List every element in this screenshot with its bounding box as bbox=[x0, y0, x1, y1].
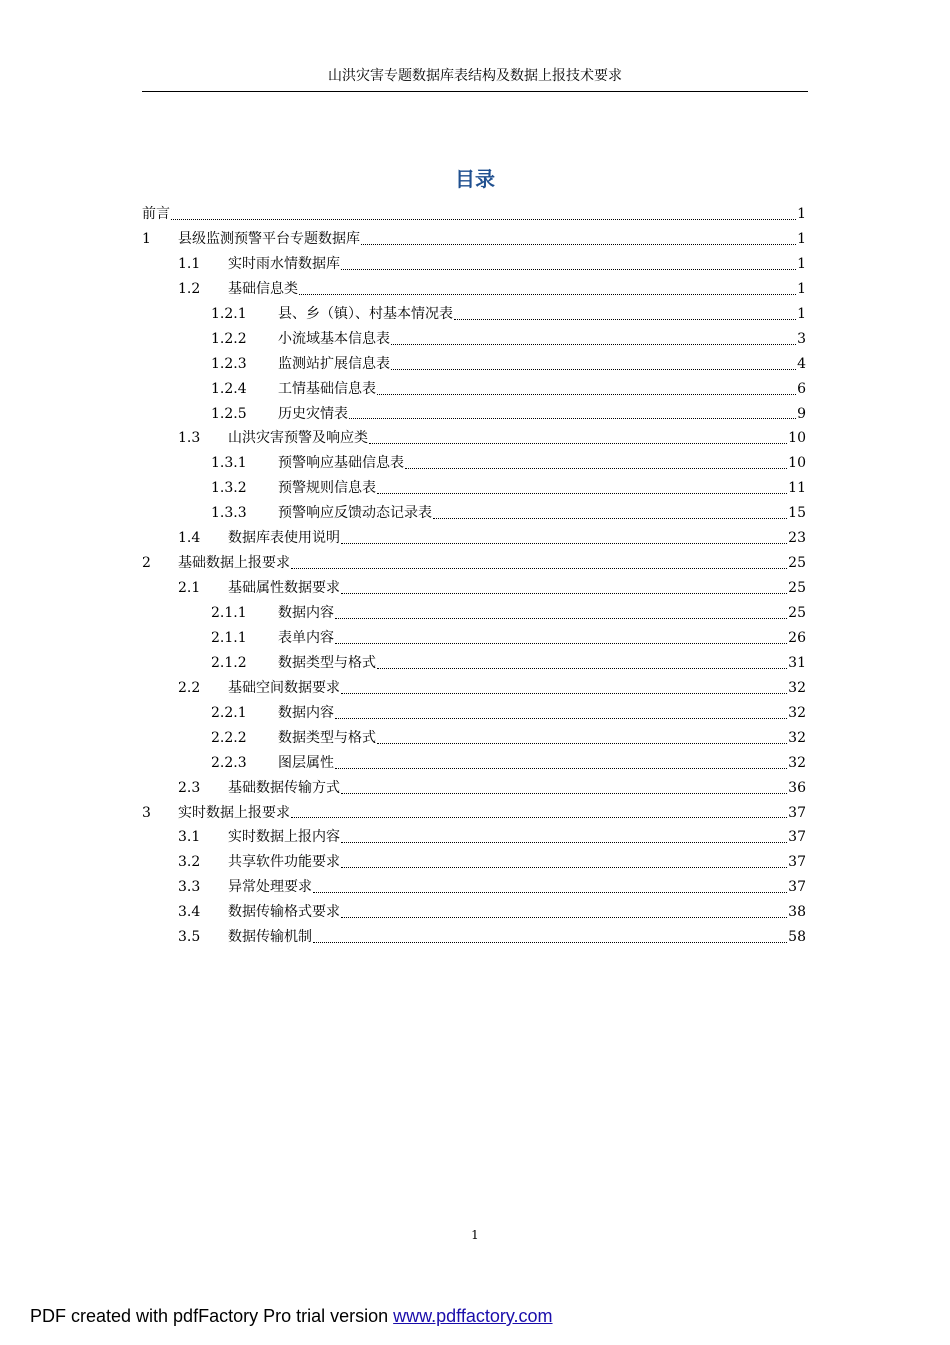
toc-entry-number: 1.2.1 bbox=[211, 305, 247, 322]
toc-dot-leader bbox=[341, 693, 787, 694]
toc-entry-number: 3.4 bbox=[178, 904, 201, 921]
toc-entry-page: 23 bbox=[788, 530, 806, 547]
toc-dot-leader bbox=[341, 842, 787, 843]
toc-entry-page: 32 bbox=[788, 679, 806, 696]
toc-entry-label: 实时数据上报内容 bbox=[228, 829, 340, 846]
toc-entry-page: 38 bbox=[788, 904, 806, 921]
toc-entry-page: 25 bbox=[788, 580, 806, 597]
toc-entry-number: 1 bbox=[142, 230, 151, 247]
toc-dot-leader bbox=[454, 319, 796, 320]
toc-entry-page: 58 bbox=[788, 929, 806, 946]
toc-entry[interactable] bbox=[142, 626, 806, 651]
toc-dot-leader bbox=[391, 369, 796, 370]
toc-entry-number: 3.3 bbox=[178, 879, 201, 896]
toc-entry-page: 1 bbox=[797, 305, 806, 322]
toc-entry-number: 2.2.1 bbox=[211, 704, 247, 721]
toc-entry-label: 异常处理要求 bbox=[228, 879, 312, 896]
toc-dot-leader bbox=[335, 643, 787, 644]
toc-entry-label: 监测站扩展信息表 bbox=[278, 355, 390, 372]
toc-dot-leader bbox=[335, 718, 787, 719]
toc-entry-page: 1 bbox=[797, 280, 806, 297]
toc-entry-page: 3 bbox=[797, 330, 806, 347]
toc-entry-label: 前言 bbox=[142, 206, 170, 222]
toc-entry[interactable] bbox=[142, 352, 806, 377]
toc-dot-leader bbox=[361, 244, 796, 245]
toc-entry-label: 基础信息类 bbox=[228, 280, 298, 297]
toc-dot-leader bbox=[391, 344, 796, 345]
toc-dot-leader bbox=[313, 942, 787, 943]
toc-entry[interactable] bbox=[142, 402, 806, 427]
toc-dot-leader bbox=[433, 518, 787, 519]
toc-dot-leader bbox=[369, 443, 787, 444]
toc-dot-leader bbox=[335, 768, 787, 769]
toc-entry-page: 4 bbox=[797, 355, 806, 372]
toc-entry-label: 预警响应反馈动态记录表 bbox=[278, 505, 432, 522]
toc-dot-leader bbox=[377, 493, 787, 494]
toc-dot-leader bbox=[341, 543, 787, 544]
toc-entry-page: 11 bbox=[788, 480, 806, 497]
toc-entry[interactable] bbox=[142, 252, 806, 277]
toc-entry-label: 数据库表使用说明 bbox=[228, 530, 340, 547]
toc-entry-label: 共享软件功能要求 bbox=[228, 854, 340, 871]
toc-entry-page: 32 bbox=[788, 704, 806, 721]
pdf-footer-text: PDF created with pdfFactory Pro trial version bbox=[30, 1306, 394, 1326]
toc-entry-label: 实时数据上报要求 bbox=[178, 804, 290, 821]
running-header: 山洪灾害专题数据库表结构及数据上报技术要求 bbox=[328, 68, 622, 84]
toc-entry[interactable] bbox=[142, 277, 806, 302]
toc-entry[interactable] bbox=[142, 676, 806, 701]
toc-entry-label: 数据内容 bbox=[278, 605, 334, 621]
toc-entry-label: 实时雨水情数据库 bbox=[228, 255, 340, 272]
toc-entry-number: 2.2.3 bbox=[211, 754, 247, 771]
toc-entry[interactable] bbox=[142, 526, 806, 551]
toc-entry-number: 1.1 bbox=[178, 255, 201, 272]
toc-entry[interactable] bbox=[142, 776, 806, 801]
toc-entry[interactable] bbox=[142, 302, 806, 327]
toc-entry-label: 数据内容 bbox=[278, 704, 334, 721]
toc-entry[interactable] bbox=[142, 551, 806, 576]
toc-entry-number: 2.1.2 bbox=[211, 654, 247, 671]
toc-entry[interactable] bbox=[142, 900, 806, 925]
toc-entry-label: 山洪灾害预警及响应类 bbox=[228, 430, 368, 447]
toc-entry[interactable] bbox=[142, 426, 806, 451]
toc-entry[interactable] bbox=[142, 801, 806, 826]
toc-entry[interactable] bbox=[142, 825, 806, 850]
toc-entry-number: 1.3 bbox=[178, 430, 201, 447]
toc-entry-number: 3 bbox=[142, 804, 151, 821]
toc-entry[interactable] bbox=[142, 451, 806, 476]
toc-entry-number: 1.3.3 bbox=[211, 505, 247, 522]
toc-entry-page: 1 bbox=[797, 255, 806, 272]
toc-dot-leader bbox=[405, 468, 787, 469]
toc-entry[interactable] bbox=[142, 501, 806, 526]
toc-entry-page: 32 bbox=[788, 729, 806, 746]
toc-entry-number: 3.2 bbox=[178, 854, 201, 871]
toc-entry[interactable] bbox=[142, 850, 806, 875]
toc-entry-number: 2.2 bbox=[178, 679, 201, 696]
toc-dot-leader bbox=[335, 618, 787, 619]
toc-entry-number: 2 bbox=[142, 555, 151, 572]
toc-entry-page: 9 bbox=[797, 405, 806, 422]
toc-entry-number: 2.1.1 bbox=[211, 605, 247, 621]
toc-entry-page: 37 bbox=[788, 829, 806, 846]
toc-dot-leader bbox=[341, 917, 787, 918]
toc-entry-number: 2.3 bbox=[178, 779, 201, 796]
toc-entry-page: 36 bbox=[788, 779, 806, 796]
toc-entry-page: 1 bbox=[797, 206, 806, 222]
toc-entry-label: 县级监测预警平台专题数据库 bbox=[178, 230, 360, 247]
toc-entry-label: 工情基础信息表 bbox=[278, 380, 376, 397]
toc-entry[interactable] bbox=[142, 576, 806, 601]
toc-entry-page: 10 bbox=[788, 430, 806, 447]
toc-entry-number: 1.2 bbox=[178, 280, 201, 297]
toc-entry-number: 1.3.1 bbox=[211, 455, 247, 472]
toc-entry-number: 1.4 bbox=[178, 530, 201, 547]
toc-entry[interactable] bbox=[142, 202, 806, 227]
toc-entry-label: 图层属性 bbox=[278, 754, 334, 771]
toc-entry-label: 基础空间数据要求 bbox=[228, 679, 340, 696]
toc-entry[interactable] bbox=[142, 476, 806, 501]
table-of-contents bbox=[142, 202, 806, 950]
toc-entry-number: 2.1.1 bbox=[211, 629, 247, 646]
toc-entry-label: 基础数据上报要求 bbox=[178, 555, 290, 572]
toc-entry[interactable] bbox=[142, 227, 806, 252]
toc-entry-label: 小流域基本信息表 bbox=[278, 330, 390, 347]
toc-entry-page: 37 bbox=[788, 879, 806, 896]
toc-entry[interactable] bbox=[142, 701, 806, 726]
toc-dot-leader bbox=[341, 867, 787, 868]
toc-entry-page: 37 bbox=[788, 854, 806, 871]
toc-dot-leader bbox=[377, 743, 787, 744]
toc-entry-number: 1.2.4 bbox=[211, 380, 247, 397]
toc-entry-number: 1.2.2 bbox=[211, 330, 247, 347]
toc-entry-number: 2.1 bbox=[178, 580, 201, 597]
toc-entry-label: 数据传输格式要求 bbox=[228, 904, 340, 921]
toc-dot-leader bbox=[341, 269, 796, 270]
toc-entry[interactable] bbox=[142, 377, 806, 402]
toc-entry-label: 基础数据传输方式 bbox=[228, 779, 340, 796]
toc-entry-page: 31 bbox=[788, 654, 806, 671]
toc-entry-number: 1.2.3 bbox=[211, 355, 247, 372]
toc-entry-label: 预警规则信息表 bbox=[278, 480, 376, 497]
toc-entry-page: 10 bbox=[788, 455, 806, 472]
toc-dot-leader bbox=[291, 568, 787, 569]
toc-entry-page: 25 bbox=[788, 555, 806, 572]
toc-entry[interactable] bbox=[142, 601, 806, 626]
page-number: 1 bbox=[471, 1228, 479, 1242]
toc-dot-leader bbox=[171, 219, 796, 220]
toc-dot-leader bbox=[313, 892, 787, 893]
toc-entry[interactable] bbox=[142, 651, 806, 676]
toc-entry-number: 3.1 bbox=[178, 829, 201, 846]
toc-entry[interactable] bbox=[142, 327, 806, 352]
pdffactory-link[interactable]: www.pdffactory.com bbox=[393, 1306, 553, 1326]
toc-entry-page: 37 bbox=[788, 804, 806, 821]
toc-entry[interactable] bbox=[142, 925, 806, 950]
toc-entry-label: 预警响应基础信息表 bbox=[278, 455, 404, 472]
toc-entry[interactable] bbox=[142, 751, 806, 776]
toc-entry-label: 县、乡（镇）、村基本情况表 bbox=[278, 305, 453, 322]
toc-title: 目录 bbox=[455, 167, 495, 191]
toc-entry-page: 15 bbox=[788, 505, 806, 522]
toc-entry-page: 1 bbox=[797, 230, 806, 247]
toc-entry-number: 3.5 bbox=[178, 929, 201, 946]
toc-entry-page: 32 bbox=[788, 754, 806, 771]
toc-entry-number: 1.2.5 bbox=[211, 405, 247, 422]
toc-dot-leader bbox=[341, 593, 787, 594]
toc-entry-label: 历史灾情表 bbox=[278, 405, 348, 422]
toc-entry[interactable] bbox=[142, 726, 806, 751]
toc-entry-label: 数据类型与格式 bbox=[278, 729, 376, 746]
toc-entry-number: 1.3.2 bbox=[211, 480, 247, 497]
toc-dot-leader bbox=[377, 668, 787, 669]
toc-dot-leader bbox=[299, 294, 796, 295]
toc-entry-page: 25 bbox=[788, 605, 806, 621]
toc-entry-label: 基础属性数据要求 bbox=[228, 580, 340, 597]
toc-entry-number: 2.2.2 bbox=[211, 729, 247, 746]
toc-entry[interactable] bbox=[142, 875, 806, 900]
toc-entry-label: 数据类型与格式 bbox=[278, 654, 376, 671]
toc-dot-leader bbox=[341, 793, 787, 794]
toc-dot-leader bbox=[291, 817, 787, 818]
toc-entry-page: 6 bbox=[797, 380, 806, 397]
header-divider bbox=[142, 91, 808, 92]
toc-dot-leader bbox=[377, 394, 796, 395]
toc-dot-leader bbox=[349, 418, 796, 419]
toc-entry-page: 26 bbox=[788, 629, 806, 646]
toc-entry-label: 表单内容 bbox=[278, 629, 334, 646]
pdf-footer-note bbox=[30, 1306, 553, 1327]
toc-entry-label: 数据传输机制 bbox=[228, 929, 312, 946]
